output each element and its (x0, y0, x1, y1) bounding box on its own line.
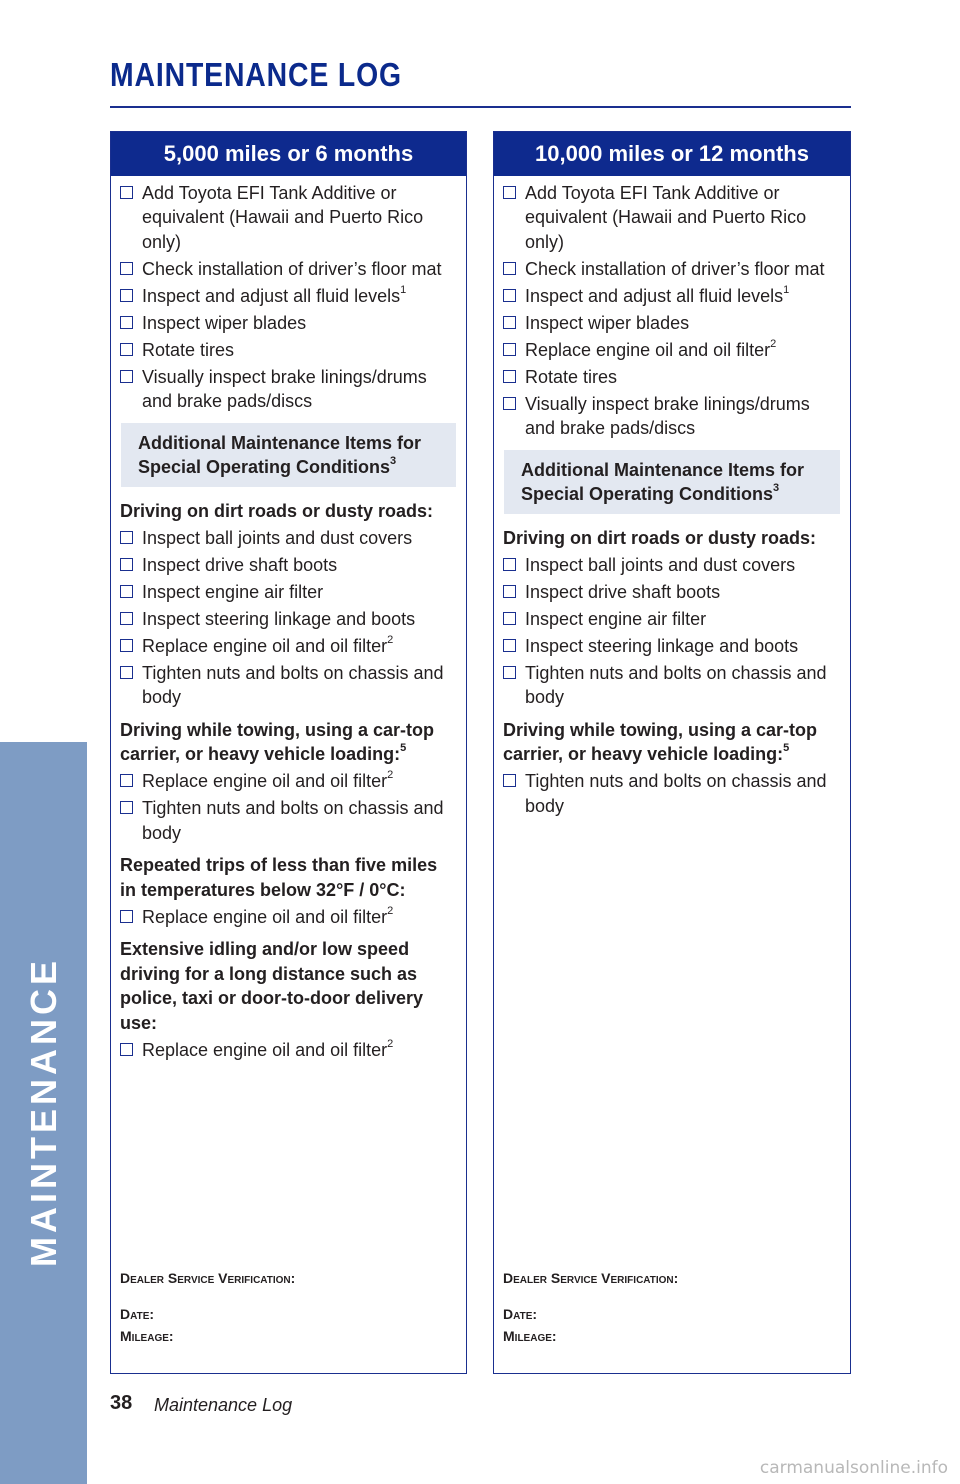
checklist-item-label: Replace engine oil and oil filter (525, 339, 771, 360)
checklist-item-label: Visually inspect brake linings/drums and brake pads/discs (525, 393, 810, 438)
checkbox-icon[interactable] (503, 262, 516, 275)
checklist-item-label: Inspect drive shaft boots (525, 581, 721, 602)
checklist-item-label: Tighten nuts and bolts on chassis and body (142, 662, 444, 707)
date-label: Date: (503, 1306, 538, 1322)
checklist-item-text (142, 553, 457, 578)
checklist-item-label: Inspect wiper blades (142, 312, 307, 333)
additional-items-line1: Additional Maintenance Items for (521, 459, 805, 480)
checkbox-icon[interactable] (503, 666, 516, 679)
checklist-item-text (525, 553, 841, 578)
checklist-item (120, 284, 457, 309)
checkbox-icon[interactable] (503, 639, 516, 652)
condition-heading (120, 718, 457, 767)
condition-heading: Repeated trips of less than five miles in temperatures below 32°F / 0°C: (120, 855, 438, 900)
checklist-item (120, 365, 457, 414)
column-body (111, 176, 466, 1062)
footnote-ref: 2 (770, 337, 777, 350)
checklist-item-text (142, 311, 457, 336)
checklist-basic (120, 181, 457, 414)
checkbox-icon[interactable] (120, 262, 133, 275)
checklist-item (120, 257, 457, 282)
checklist-item (120, 905, 457, 930)
checklist-item-text (142, 905, 457, 930)
section-side-tab-label: MAINTENANCE (23, 957, 64, 1267)
checkbox-icon[interactable] (503, 186, 516, 199)
checklist-item (120, 553, 457, 578)
checklist-item-label: Inspect and adjust all fluid levels (525, 285, 784, 306)
checklist-item-label: Tighten nuts and bolts on chassis and body (525, 771, 827, 816)
checkbox-icon[interactable] (503, 397, 516, 410)
checklist-item-text (142, 796, 457, 845)
checklist-item (120, 769, 457, 794)
footer-section-label: Maintenance Log (154, 1395, 293, 1415)
checklist-item-label: Inspect drive shaft boots (142, 554, 338, 575)
checklist-item (120, 796, 457, 845)
mileage-label: Mileage: (120, 1328, 174, 1344)
checkbox-icon[interactable] (503, 558, 516, 571)
footnote-ref: 2 (387, 1037, 394, 1050)
checkbox-icon[interactable] (503, 316, 516, 329)
title-divider (110, 106, 851, 108)
checklist-item-text (525, 580, 841, 605)
checklist-item (503, 311, 841, 336)
checkbox-icon[interactable] (120, 774, 133, 787)
column-header: 5,000 miles or 6 months (111, 132, 466, 176)
checklist-idling (120, 1038, 457, 1063)
footnote-ref: 2 (387, 904, 394, 917)
checklist-item-text (525, 311, 841, 336)
additional-items-box (121, 423, 456, 487)
date-label: Date: (120, 1306, 155, 1322)
checklist-dusty-roads (120, 526, 457, 710)
checkbox-icon[interactable] (120, 343, 133, 356)
checklist-item (120, 526, 457, 551)
checkbox-icon[interactable] (120, 801, 133, 814)
checklist-towing (503, 769, 841, 818)
checklist-item-label: Check installation of driver’s floor mat (525, 258, 825, 279)
checklist-item-text (525, 661, 841, 710)
condition-heading: Driving on dirt roads or dusty roads: (503, 527, 817, 548)
checkbox-icon[interactable] (503, 370, 516, 383)
condition-heading (503, 718, 841, 767)
checklist-item (120, 181, 457, 255)
checklist-item-text (525, 365, 841, 390)
checklist-item-text (142, 284, 457, 309)
checklist-item-label: Inspect ball joints and dust covers (525, 554, 796, 575)
footnote-ref: 3 (773, 482, 780, 494)
checklist-item-text (525, 769, 841, 818)
checklist-item (503, 607, 841, 632)
checkbox-icon[interactable] (120, 910, 133, 923)
checklist-item (503, 257, 841, 282)
checklist-item (503, 661, 841, 710)
checklist-item-text (142, 1038, 457, 1063)
checkbox-icon[interactable] (120, 289, 133, 302)
checklist-item (120, 661, 457, 710)
checklist-item-label: Replace engine oil and oil filter (142, 771, 388, 791)
checkbox-icon[interactable] (120, 558, 133, 571)
checklist-item-label: Add Toyota EFI Tank Additive or equivalent (Hawaii and Puerto Rico only) (525, 182, 807, 252)
footnote-ref: 1 (783, 283, 790, 296)
page-title: MAINTENANCE LOG (110, 56, 402, 93)
checklist-item (503, 553, 841, 578)
checklist-item-label: Inspect steering linkage and boots (525, 635, 799, 656)
checklist-item-text (142, 338, 457, 363)
condition-heading-text: Driving while towing, using a car-top carrier, or heavy vehicle loading: (120, 719, 435, 764)
checklist-item-label: Check installation of driver’s floor mat (142, 258, 442, 279)
additional-items-line1: Additional Maintenance Items for (138, 432, 422, 453)
checkbox-icon[interactable] (503, 343, 516, 356)
checklist-item (503, 769, 841, 818)
footnote-ref: 2 (387, 769, 394, 781)
checklist-item-text (525, 634, 841, 659)
checklist-item-label: Rotate tires (525, 366, 618, 387)
checklist-item (120, 580, 457, 605)
checklist-item-text (142, 365, 457, 414)
checklist-item-text (142, 257, 457, 282)
mileage-label: Mileage: (503, 1328, 557, 1344)
column-body (494, 176, 850, 818)
checklist-item (120, 634, 457, 659)
checklist-item-text (142, 580, 457, 605)
checklist-item (120, 311, 457, 336)
page-number: 38 (110, 1392, 133, 1414)
checklist-item-text (525, 284, 841, 309)
checklist-item-label: Tighten nuts and bolts on chassis and body (142, 798, 444, 843)
checklist-item-label: Inspect steering linkage and boots (142, 608, 416, 629)
checklist-item (503, 580, 841, 605)
watermark: carmanualsonline.info (759, 1458, 948, 1478)
checkbox-icon[interactable] (503, 289, 516, 302)
additional-items-line2: Special Operating Conditions (138, 457, 391, 477)
interval-column-5000 (110, 131, 467, 1374)
checklist-item-label: Inspect ball joints and dust covers (142, 527, 413, 548)
footnote-ref: 5 (783, 742, 790, 754)
checklist-item (120, 607, 457, 632)
checklist-item-label: Add Toyota EFI Tank Additive or equivalent (Hawaii and Puerto Rico only) (142, 182, 424, 252)
checklist-item-label: Inspect wiper blades (525, 312, 690, 333)
checkbox-icon[interactable] (120, 666, 133, 679)
checklist-item (503, 392, 841, 441)
checklist-item-text (525, 181, 841, 255)
interval-column-10000 (493, 131, 851, 1374)
footnote-ref: 5 (400, 742, 407, 754)
checklist-item-label: Visually inspect brake linings/drums and brake pads/discs (142, 366, 427, 411)
checkbox-icon[interactable] (503, 774, 516, 787)
checklist-item-text (525, 338, 841, 363)
dealer-verification-label: Dealer Service Verification: (503, 1270, 679, 1286)
checklist-item-text (142, 607, 457, 632)
condition-heading: Driving on dirt roads or dusty roads: (120, 500, 434, 521)
checklist-item-label: Replace engine oil and oil filter (142, 1039, 388, 1060)
checkbox-icon[interactable] (120, 612, 133, 625)
checklist-item-text (525, 257, 841, 282)
checkbox-icon[interactable] (120, 316, 133, 329)
checklist-item-text (142, 181, 457, 255)
checklist-item-label: Tighten nuts and bolts on chassis and body (525, 662, 827, 707)
checklist-item (503, 634, 841, 659)
checkbox-icon[interactable] (120, 531, 133, 544)
checkbox-icon[interactable] (503, 612, 516, 625)
checkbox-icon[interactable] (120, 186, 133, 199)
condition-heading: Extensive idling and/or low speed driving for a long distance such as police, taxi or door-to-door delivery use: (120, 939, 424, 1033)
additional-items-box (504, 450, 840, 514)
column-header: 10,000 miles or 12 months (494, 132, 850, 176)
checklist-item-label: Rotate tires (142, 339, 235, 360)
checklist-item-text (142, 526, 457, 551)
checklist-short-trips (120, 905, 457, 930)
checklist-item-label: Inspect engine air filter (142, 581, 324, 602)
checkbox-icon[interactable] (120, 370, 133, 383)
checklist-item-label: Inspect and adjust all fluid levels (142, 285, 401, 306)
checklist-item-text (525, 607, 841, 632)
checklist-item-label: Replace engine oil and oil filter (142, 635, 388, 656)
footnote-ref: 1 (400, 283, 407, 296)
checklist-item-text (142, 634, 457, 659)
additional-items-line2: Special Operating Conditions (521, 484, 774, 504)
checklist-item (503, 338, 841, 363)
date-mileage-block (503, 1303, 841, 1347)
checkbox-icon[interactable] (120, 639, 133, 652)
footnote-ref: 2 (387, 633, 394, 646)
dealer-verification-label: Dealer Service Verification: (120, 1270, 296, 1286)
condition-heading-text: Driving while towing, using a car-top carrier, or heavy vehicle loading: (503, 719, 818, 764)
checklist-item (503, 365, 841, 390)
footnote-ref: 3 (390, 455, 397, 467)
checklist-item-text (142, 769, 457, 794)
checklist-basic (503, 181, 841, 441)
checklist-item-label: Replace engine oil and oil filter (142, 906, 388, 927)
checklist-item (503, 284, 841, 309)
checkbox-icon[interactable] (120, 585, 133, 598)
checklist-item (503, 181, 841, 255)
checklist-towing (120, 769, 457, 845)
checklist-item (120, 1038, 457, 1063)
checklist-item-text (525, 392, 841, 441)
checkbox-icon[interactable] (503, 585, 516, 598)
checkbox-icon[interactable] (120, 1043, 133, 1056)
date-mileage-block (120, 1303, 457, 1347)
checklist-dusty-roads (503, 553, 841, 710)
checklist-item-text (142, 661, 457, 710)
checklist-item (120, 338, 457, 363)
checklist-item-label: Inspect engine air filter (525, 608, 707, 629)
